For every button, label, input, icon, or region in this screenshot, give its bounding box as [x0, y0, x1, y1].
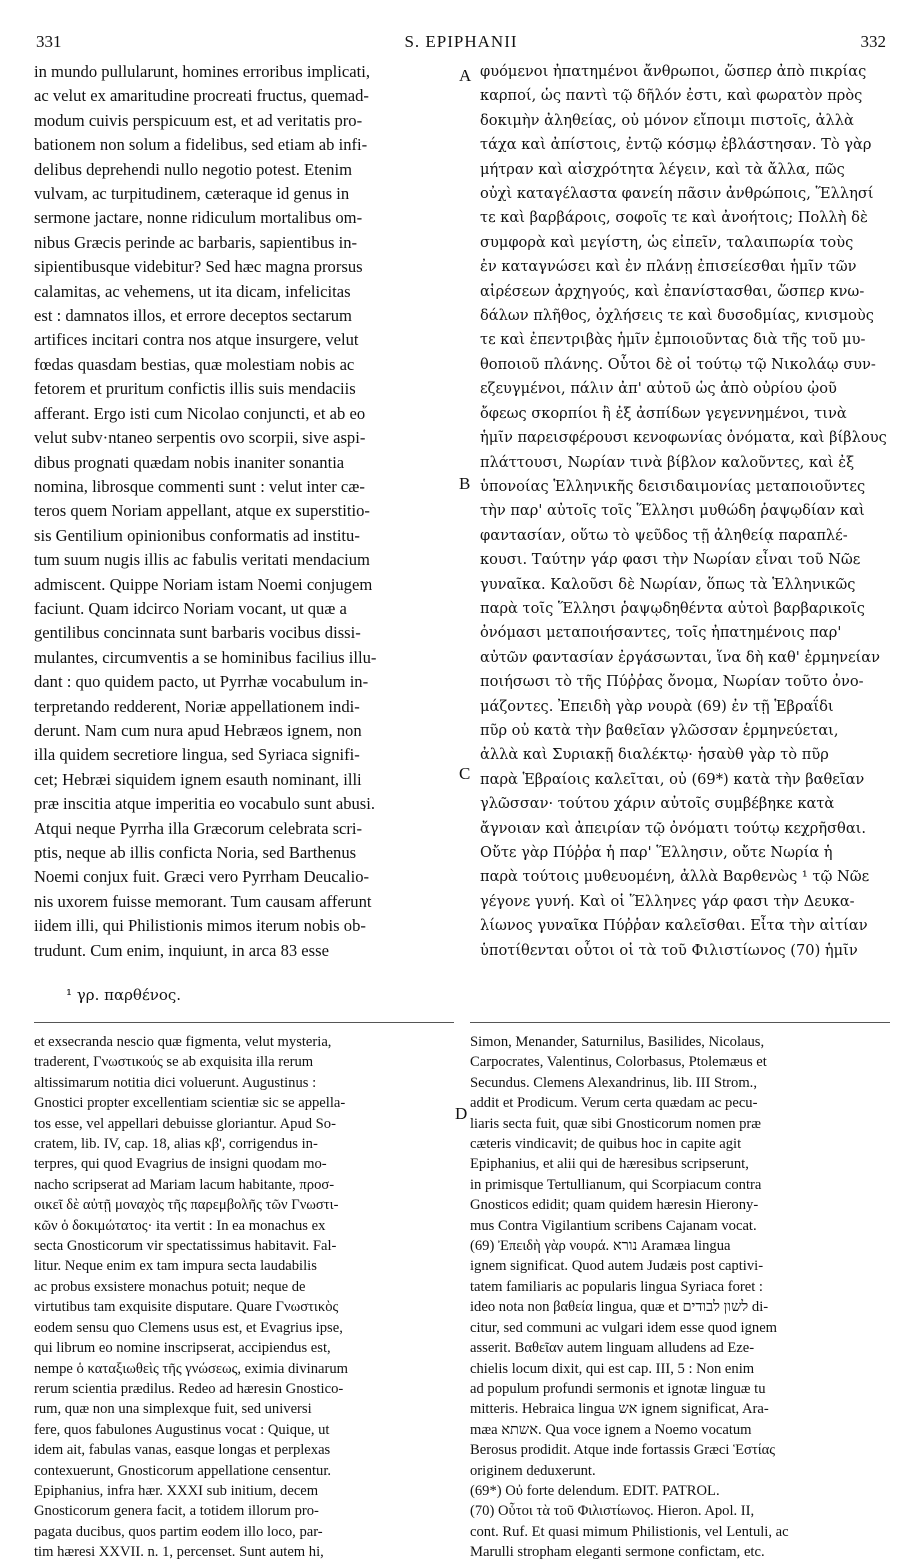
greek-main-column: φυόμενοι ἠπατημένοι ἄνθρωποι, ὥσπερ ἀπὸ πικρίας καρποί, ὡς παντὶ τῷ δῆλόν ἐστι, καὶ φωρατὸν πρὸς δοκιμὴν ἀληθείας, οὐ μόνον εἴποιμι πιστοῖς, ἀλλὰ τάχα καὶ ἀπίστοις, ἐντῷ κόσμῳ ἐβλάστησαν. Τὸ γὰρ μήτραν καὶ αἰσχρότητα λέγειν, καὶ τὰ ἄλλα, πῶς οὐχὶ καταγέλαστα φανείη πᾶσιν ἀνθρώποις, Ἕλλησί τε καὶ βαρβάροις, σοφοῖς τε καὶ ἀνοήτοις; Πολλὴ δὲ συμφορὰ καὶ μεγίστη, ὡς εἰπεῖν, ταλαιπωρία τοὺς ἐν καταγνώσει καὶ ἐν πλάνῃ ἐπισείεσθαι ἡμῖν τῶν αἱρέσεων ἀρχηγούς, καὶ ἐπανίστασθαι, ὥσπερ κνω- δάλων πλῆθος, ὀχλήσεις τε καὶ δυσοδμίας, κνισμοὺς τε καὶ ἐπεντριβὰς ἡμῖν ἐμποιοῦντας διὰ τῆς τοῦ μυ- θοποιοῦ πλάνης. Οὗτοι δὲ οἱ τούτῳ τῷ Νικολάῳ συν- εζευγμένοι, πάλιν ἀπ' αὐτοῦ ὡς ἀπὸ οὐρίου ᾠοῦ ὄφεως σκορπίοι ἢ ἐξ ἀσπίδων γεγεννημένοι, τινὰ ἡμῖν παρεισφέρουσι κενοφωνίας ὀνόματα, καὶ βίβλους πλάττουσι, Νωρίαν τινὰ βίβλον καλοῦντες, καὶ ἐξ ὑπονοίας Ἑλληνικῆς δεισιδαιμονίας μεταποιοῦντες τὴν παρ' αὐτοῖς τοῖς Ἕλλησι μυθώδη ῥαψῳδίαν καὶ φαντασίαν, οὕτω τὸ ψεῦδος τῇ ἀληθείᾳ παραπλέ- κουσι. Ταύτην γάρ φασι τὴν Νωρίαν εἶναι τοῦ Νῶε γυναῖκα. Καλοῦσι δὲ Νωρίαν, ὅπως τὰ Ἑλληνικῶς παρὰ τοῖς Ἕλλησι ῥαψῳδηθέντα αὐτοὶ βαρβαρικοῖς ὀνόμασι μεταποιήσαντες, τοῖς ἠπατημένοις παρ' αὐτῶν φαντασίαν ἐργάσωνται, ἵνα δὴ καθ' ἑρμηνείαν ποιήσωσι τὸ τῆς Πύῤῥας ὄνομα, Νωρίαν τοῦτο ὀνο- μάζοντες. Ἐπειδὴ γὰρ νουρὰ (69) ἐν τῇ Ἑβραΐδι πῦρ οὐ κατὰ τὴν βαθεῖαν γλῶσσαν ἑρμηνεύεται, ἀλλὰ καὶ Συριακῇ διαλέκτῳ· ἡσαὺθ γὰρ τὸ πῦρ παρὰ Ἑβραίοις καλεῖται, οὐ (69*) κατὰ τὴν βαθεῖαν γλῶσσαν· τούτου χάριν αὐτοῖς συμβέβηκε κατὰ ἄγνοιαν καὶ ἀπειρίαν τῷ ὀνόματι τούτῳ κεχρῆσθαι. Οὔτε γὰρ Πύῤῥα ἡ παρ' Ἕλλησιν, οὔτε Νωρία ἡ παρὰ τούτοις μυθευομένη, ἀλλὰ Βαρθενὼς ¹ τῷ Νῶε γέγονε γυνή. Καὶ οἱ Ἕλληνες γάρ φασι τὴν Δευκα- λίωνος γυναῖκα Πύῤῥαν καλεῖσθαι. Εἶτα τὴν αἰτίαν ὑποτίθενται οὗτοι οἱ τὰ τοῦ Φιλιστίωνος (70) ἡμῖν	[480, 63, 887, 959]
notes-column-left: et exsecranda nescio quæ figmenta, velut mysteria, traderent, Γνωστικούς se ab exquisita illa rerum altissimarum notitia dici voluerunt. Augustinus : Gnostici propter excellentiam scientiæ sic se appella- tos esse, vel appellari debuisse gloriantur. Apud So- cratem, lib. IV, cap. 18, alias κβ', corrigendus in- terpres, qui quod Evagrius de insigni quodam mo- nacho scripserat ad Mariam lacum habitante, προσ- οικεῖ δὲ αὐτῇ μοναχὸς τῆς παρεμβολῆς τῶν Γνωστι- κῶν ὁ δοκιμώτατος· ita vertit : In ea monachus ex secta Gnosticorum vir spectatissimus habitavit. Fal- litur. Neque enim ex tam impura secta laudabilis ac probus exsistere monachus potuit; neque de virtutibus tam exquisite disputare. Quare Γνωστικὸς eodem sensu quo Clemens usus est, et Evagrius ipse, qui librum eo nomine inscripserat, accipiendus est, nempe ὁ καταξιωθεὶς τῆς γνώσεως, eximia divinarum rerum scientia prædilus. Redeo ad hæresin Gnostico- rum, quæ non una simplexque fuit, sed universi fere, quos fabulones Augustinus vocat : Quique, ut idem ait, fabulas vanas, easque longas et perplexas contexuerunt, Gnosticorum appellatione censentur. Epiphanius, infra hær. XXXI sub initium, decem Gnosticorum genera facit, a totidem illorum pro- pagata ducibus, quos partim eodem illo loco, par- tim hæresi XXVII. n. 1, percenset. Sunt autem hi,	[34, 1034, 348, 1561]
section-marker-b: B	[459, 474, 471, 493]
latin-main-column: in mundo pullularunt, homines erroribus implicati, ac velut ex amaritudine procreati fructus, quemad- modum cuivis perspicuum est, et ad veritatis pro- bationem non solum a fidelibus, sed etiam ab infi- delibus deprehendi nullo negotio potest. Etenim vulvam, ac turpitudinem, cæteraque id genus in sermone jactare, nonne ridiculum mortalibus om- nibus Græcis perinde ac barbaris, sapientibus in- sipientibusque videbitur? Sed hæc magna prorsus calamitas, ac vehemens, ut ita dicam, infelicitas est : damnatos illos, et errore deceptos sectarum artifices incitari contra nos atque insurgere, velut fœdas quasdam bestias, quæ molestiam nobis ac fetorem et pruritum confictis illis suis mendaciis afferant. Ergo isti cum Nicolao conjuncti, et ab eo velut subv·ntaneo serpentis ovo scorpii, sive aspi- dibus prognati quædam nobis inaniter sonantia nomina, librosque commenti sunt : velut inter cæ- teros quem Noriam appellant, atque ex superstitio- sis Gentilium opinionibus conformatis ad institu- tum suum nugis illis ac fabulis veritati mendacium admiscent. Quippe Noriam istam Noemi conjugem faciunt. Quam idcirco Noriam vocant, ut quæ a gentilibus concinnata sunt barbaris vocibus dissi- mulantes, circumventis a se hominibus facilius illu- dant : quo quidem pacto, ut Pyrrhæ vocabulum in- terpretando redderent, Noriæ appellationem indi- derunt. Nam cum nura apud Hebræos ignem, non illa quidem secretiore lingua, sed Syriaca signifi- cet; Hebræi siquidem ignem esauth nominant, illi præ inscitia atque imperitia eo vocabulo sunt abusi. Atqui neque Pyrrha illa Græcorum celebrata scri- ptis, neque ab illis conficta Noria, sed Barthenus Noemi conjux fuit. Græci vero Pyrrham Deucalio- nis uxorem fuisse memorant. Tum causam afferunt iidem illi, qui Philistionis mimos iterum nobis ob- trudunt. Cum enim, inquiunt, in arca 83 esse	[34, 62, 377, 960]
section-marker-d: D	[455, 1104, 468, 1123]
page-number-right: 332	[860, 32, 886, 51]
page-number-left: 331	[36, 32, 62, 51]
running-title: S. EPIPHANII	[404, 32, 518, 51]
section-marker-a: A	[459, 66, 472, 85]
page-header	[36, 32, 886, 56]
section-marker-c: C	[459, 764, 471, 783]
notes-divider-right	[470, 1022, 890, 1023]
notes-divider-left	[34, 1022, 454, 1023]
notes-column-right: Simon, Menander, Saturnilus, Basilides, Nicolaus, Carpocrates, Valentinus, Colorbasus, Ptolemæus et Secundus. Clemens Alexandrinus, lib. III Strom., addit et Prodicum. Verum certa quædam ac pecu- liaris secta fuit, quæ sibi Gnosticorum nomen præ cæteris vindicavit; de quibus hoc in capite agit Epiphanius, et alii qui de hæresibus scripserunt, in primisque Tertullianum, qui Scorpiacum contra Gnosticos edidit; quam quidem hæresin Hierony- mus Contra Vigilantium scribens Cajanam vocat. (69) Ἐπειδὴ γὰρ νουρά. נורא Aramæa lingua ignem significat. Quod autem Judæis post captivi- tatem familiaris ac popularis lingua Syriaca foret : ideo nota non βαθεία lingua, quæ et לשון לבודים di- citur, sed communi ac vulgari idem esse quod ignem asserit. Βαθεῖαν autem linguam alludens ad Eze- chielis locum dixit, qui est cap. III, 5 : Non enim ad populum profundi sermonis et ignotæ linguæ tu mitteris. Hebraica lingua אש ignem significat, Ara- mæa אשתא. Qua voce ignem a Noemo vocatum Berosus prodidit. Atque inde fortassis Græci Ἑστίας originem deduxerunt. (69*) Οὐ forte delendum. EDIT. PATROL. (70) Οὗτοι τὰ τοῦ Φιλιστίωνος. Hieron. Apol. II, cont. Ruf. Et quasi mimum Philistionis, vel Lentuli, ac Marulli stropham eleganti sermone confictam, etc.	[470, 1034, 789, 1561]
variant-footnote: ¹ γρ. παρθένος.	[66, 986, 182, 1004]
